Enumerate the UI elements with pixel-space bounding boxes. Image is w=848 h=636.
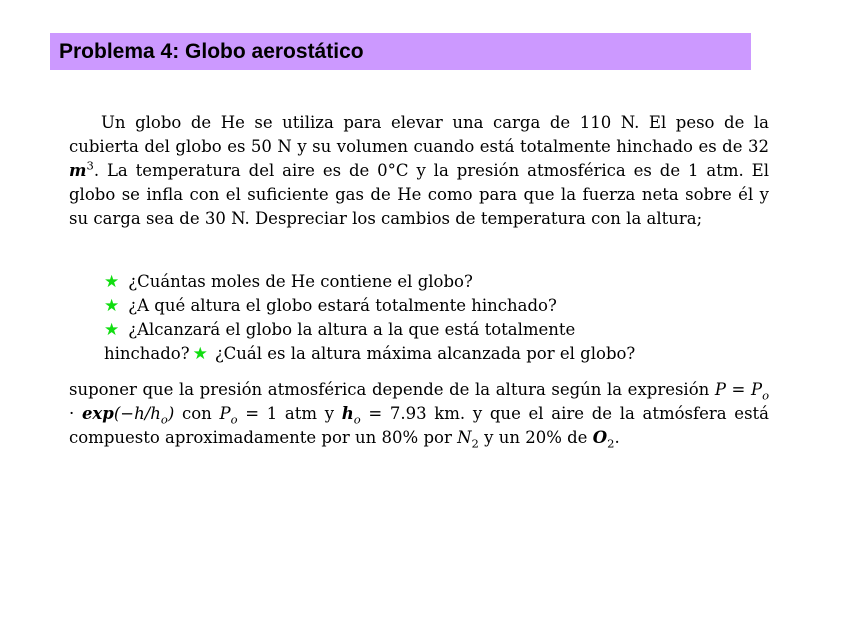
ho-value: = 7.93 km. y que el aire de la atmósfera está compuesto aproximadamente por un 80% por [69,404,770,447]
closing-period: . [614,428,620,447]
eq-po-sub: o [762,388,770,403]
ho-sub: o [353,412,361,427]
star-icon: ★ [104,320,120,340]
question-4: ¿Cuál es la altura máxima alcanzada por el globo? [214,344,636,363]
question-3-part-b: hinchado? [104,344,190,363]
closing-paragraph [69,378,769,450]
closing-text-2: con [174,404,220,423]
question-1: ¿Cuántas moles de He contiene el globo? [128,272,473,291]
eq-close: ) [167,404,175,423]
star-icon: ★ [104,272,120,292]
list-item [104,342,704,366]
statement-text-1: Un globo de He se utiliza para elevar una carga de 110 N. El peso de la cubierta del globo es 50 N y su volumen cuando está totalmente hinchado es de 32 [69,113,769,156]
po-sub: o [230,412,238,427]
problem-statement [69,111,769,231]
eq-p: P [714,380,726,399]
eq-arg: (−h/h [113,404,161,423]
statement-text-2: . La temperatura del aire es de 0°C y la presión atmosférica es de 1 atm. El globo se infla con el suficiente gas de He como para que la fuerza neta sobre él y su carga sea de 30 N. Despreciar los cambios de temperatura con la altura; [69,161,769,228]
star-icon: ★ [104,296,120,316]
list-item [104,318,704,342]
eq-exp: exp [81,404,114,423]
title-bar [50,33,751,70]
o2-sub: 2 [607,436,615,451]
eq-dot: · [69,404,82,423]
n2-sub: 2 [471,436,479,451]
po-value: = 1 atm y [237,404,342,423]
closing-text-1: suponer que la presión atmosférica depende de la altura según la expresión [69,380,715,399]
eq-equals: = [725,380,751,399]
eq-arg-sub: o [160,412,168,427]
question-3-part-a: ¿Alcanzará el globo la altura a la que está totalmente [128,320,576,339]
n2-symbol: N [457,428,472,447]
star-icon: ★ [192,344,208,364]
o2-symbol: O [592,428,608,447]
list-item [104,294,704,318]
eq-po: P [750,380,763,399]
po-symbol: P [219,404,231,423]
question-2: ¿A qué altura el globo estará totalmente hinchado? [128,296,557,315]
closing-text-3: y un 20% de [478,428,593,447]
unit-exponent: 3 [86,158,94,173]
ho-symbol: h [341,404,354,423]
unit-m: m [69,161,87,180]
list-item [104,270,704,294]
question-list [104,270,704,366]
page-title: Problema 4: Globo aerostático [59,40,364,63]
